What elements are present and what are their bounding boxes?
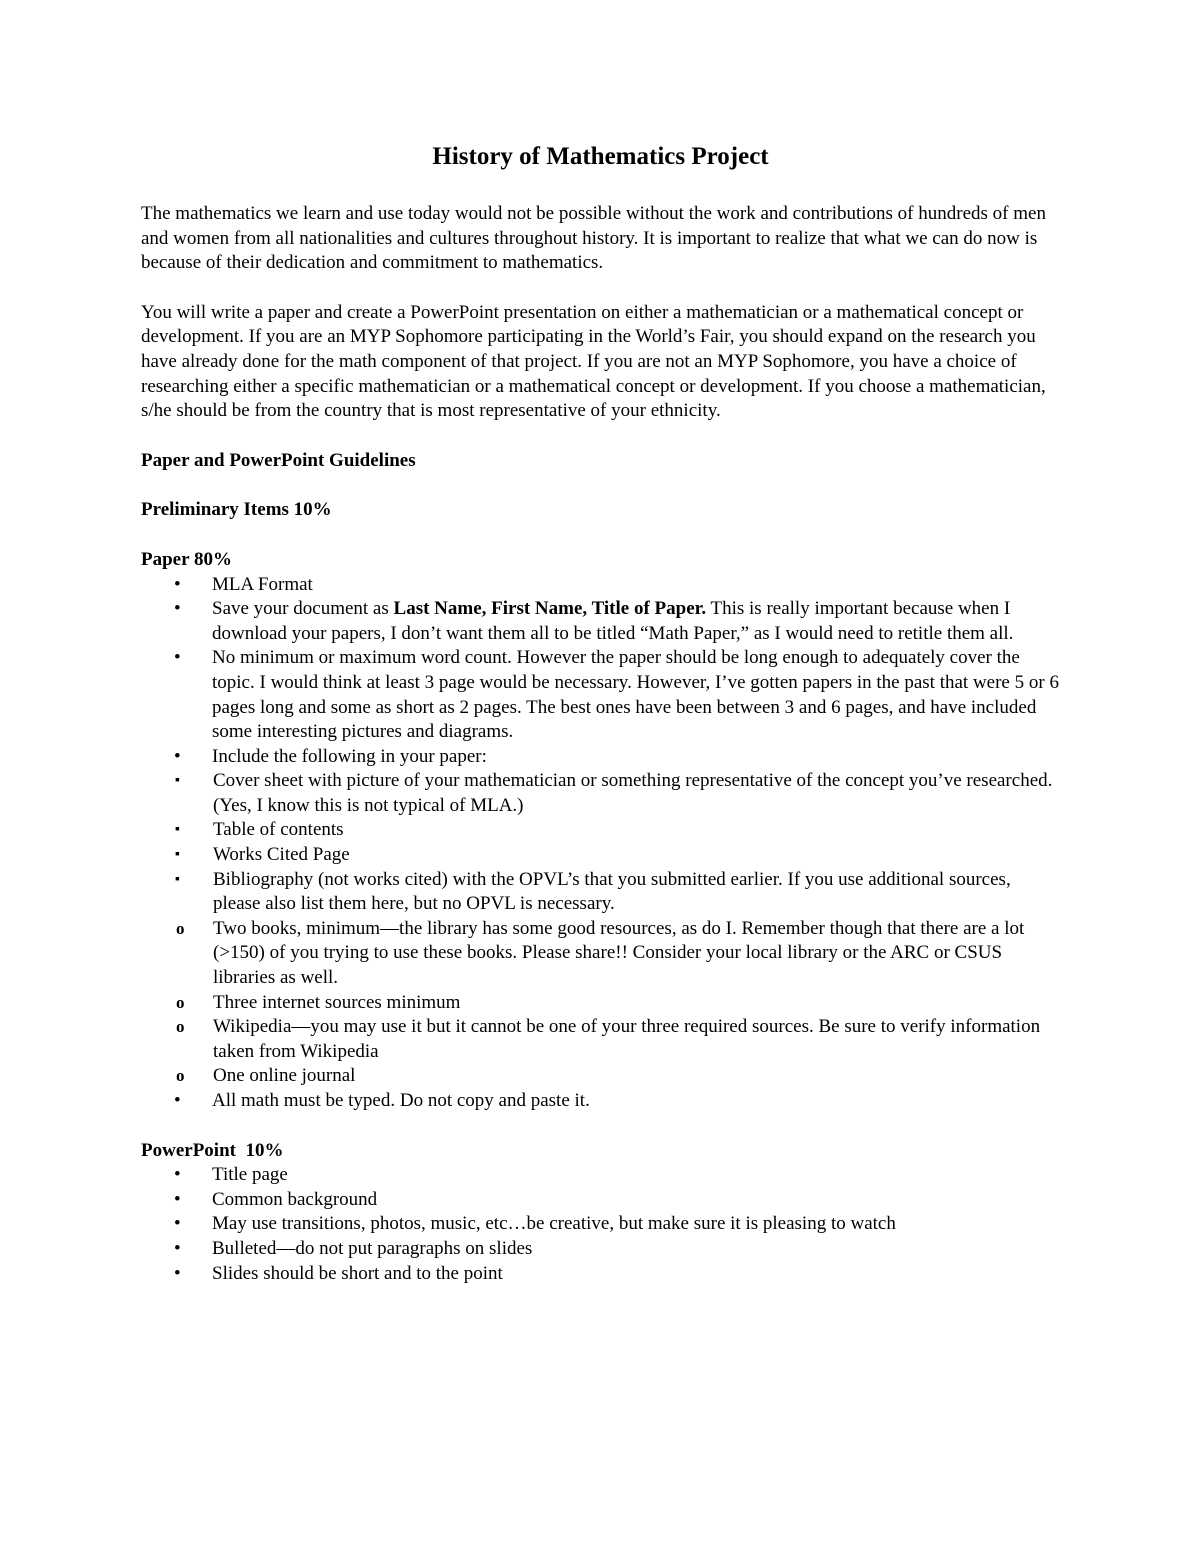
paper-list (141, 573, 1060, 1114)
circle-bullet-icon: o (176, 1066, 185, 1086)
intro-paragraph-1: The mathematics we learn and use today would not be possible without the work and contributions of hundreds of men and women from all nationalities and cultures throughout history. It is important to realize that what we can do now is because of their dedication and commitment to mathematics. (141, 203, 1046, 274)
sources-sublist (177, 917, 1060, 1089)
list-item (177, 818, 1060, 843)
include-item: Include the following in your paper: (212, 745, 487, 767)
list-item (177, 769, 1060, 818)
bullet-icon: • (174, 598, 181, 620)
works-cited-item: Works Cited Page (213, 844, 350, 866)
save-item-format: Last Name, First Name, Title of Paper. (393, 598, 707, 620)
circle-bullet-icon: o (176, 992, 185, 1012)
square-bullet-icon: ▪ (175, 871, 180, 887)
square-bullet-icon: ▪ (175, 847, 180, 863)
math-typed-item: All math must be typed. Do not copy and paste it. (212, 1090, 590, 1111)
save-item-prefix: Save your document as (212, 598, 394, 620)
document-title: History of Mathematics Project (432, 143, 769, 170)
online-journal-item: One online journal (213, 1065, 356, 1087)
bullet-icon: • (174, 1237, 181, 1259)
bullet-icon: • (174, 745, 181, 767)
list-item (141, 573, 1060, 598)
list-item (141, 745, 1060, 1089)
bibliography-item: Bibliography (not works cited) with the OPVL’s that you submitted earlier. If you use additional sources, please also list them here, but no OPVL is necessary. (213, 868, 1011, 915)
list-item (141, 1262, 1060, 1287)
powerpoint-item-transitions: May use transitions, photos, music, etc…be creative, but make sure it is pleasing to watch (212, 1213, 896, 1235)
circle-bullet-icon: o (176, 918, 185, 938)
powerpoint-item-title-page: Title page (212, 1164, 288, 1186)
bullet-icon: • (174, 1213, 181, 1235)
list-item (141, 1188, 1060, 1213)
powerpoint-heading: PowerPoint 10% (141, 1139, 284, 1161)
guidelines-heading: Paper and PowerPoint Guidelines (141, 449, 416, 471)
powerpoint-item-bulleted: Bulleted—do not put paragraphs on slides (212, 1237, 533, 1259)
list-item (141, 597, 1060, 646)
length-item: No minimum or maximum word count. However the paper should be long enough to adequately cover the topic. I would think at least 3 page would be necessary. However, I’ve gotten papers in the past that were 5 or 6 pages long and some as short as 2 pages. The best ones have been between 3 and 6 pages, and have included some interesting pictures and diagrams. (212, 647, 1059, 743)
square-bullet-icon: ▪ (175, 822, 180, 838)
list-item (177, 917, 1060, 991)
list-item (141, 1163, 1060, 1188)
list-item (141, 646, 1060, 744)
preliminary-heading: Preliminary Items 10% (141, 499, 332, 521)
square-bullet-icon: ▪ (175, 773, 180, 789)
paper-heading: Paper 80% (141, 548, 232, 570)
wikipedia-item: Wikipedia—you may use it but it cannot be one of your three required sources. Be sure to verify information taken from Wikipedia (213, 1016, 1041, 1062)
mla-item: MLA Format (212, 573, 313, 595)
list-item (177, 868, 1060, 1089)
powerpoint-item-background: Common background (212, 1188, 378, 1210)
bullet-icon: • (174, 1090, 181, 1111)
circle-bullet-icon: o (176, 1017, 185, 1037)
list-item (141, 1237, 1060, 1262)
bullet-icon: • (174, 1188, 181, 1210)
intro-paragraph-2: You will write a paper and create a PowerPoint presentation on either a mathematician or a mathematical concept or development. If you are an MYP Sophomore participating in the World’s Fair, you should expand on the research you have already done for the math component of that project. If you are not an MYP Sophomore, you have a choice of researching either a specific mathematician or a mathematical concept or development. If you choose a mathematician, s/he should be from the country that is most representative of your ethnicity. (141, 301, 1046, 422)
bullet-icon: • (174, 1262, 181, 1284)
list-item (177, 1064, 1060, 1089)
list-item (177, 843, 1060, 868)
bullet-icon: • (174, 1164, 181, 1186)
bullet-icon: • (174, 573, 181, 595)
cover-sheet-item: Cover sheet with picture of your mathematician or something representative of the concept you’ve researched. (Yes, I know this is not typical of MLA.) (213, 770, 1053, 816)
save-item-suffix: This is really important because when I download your papers, I don’t want them all to be titled “Math Paper,” as I would need to retitle them all. (212, 598, 1014, 644)
list-item (141, 1089, 1060, 1114)
list-item (141, 1212, 1060, 1237)
books-item: Two books, minimum—the library has some good resources, as do I. Remember though that there are a lot (>150) of you trying to use these books. Please share!! Consider your local library or the ARC or CSUS libraries as well. (213, 917, 1025, 989)
table-of-contents-item: Table of contents (213, 819, 344, 841)
bullet-icon: • (174, 647, 181, 669)
powerpoint-item-short-slides: Slides should be short and to the point (212, 1262, 503, 1284)
list-item (177, 1015, 1060, 1064)
powerpoint-list (141, 1163, 1060, 1286)
internet-sources-item: Three internet sources minimum (213, 991, 461, 1013)
include-sublist (177, 769, 1060, 1089)
list-item (177, 991, 1060, 1016)
